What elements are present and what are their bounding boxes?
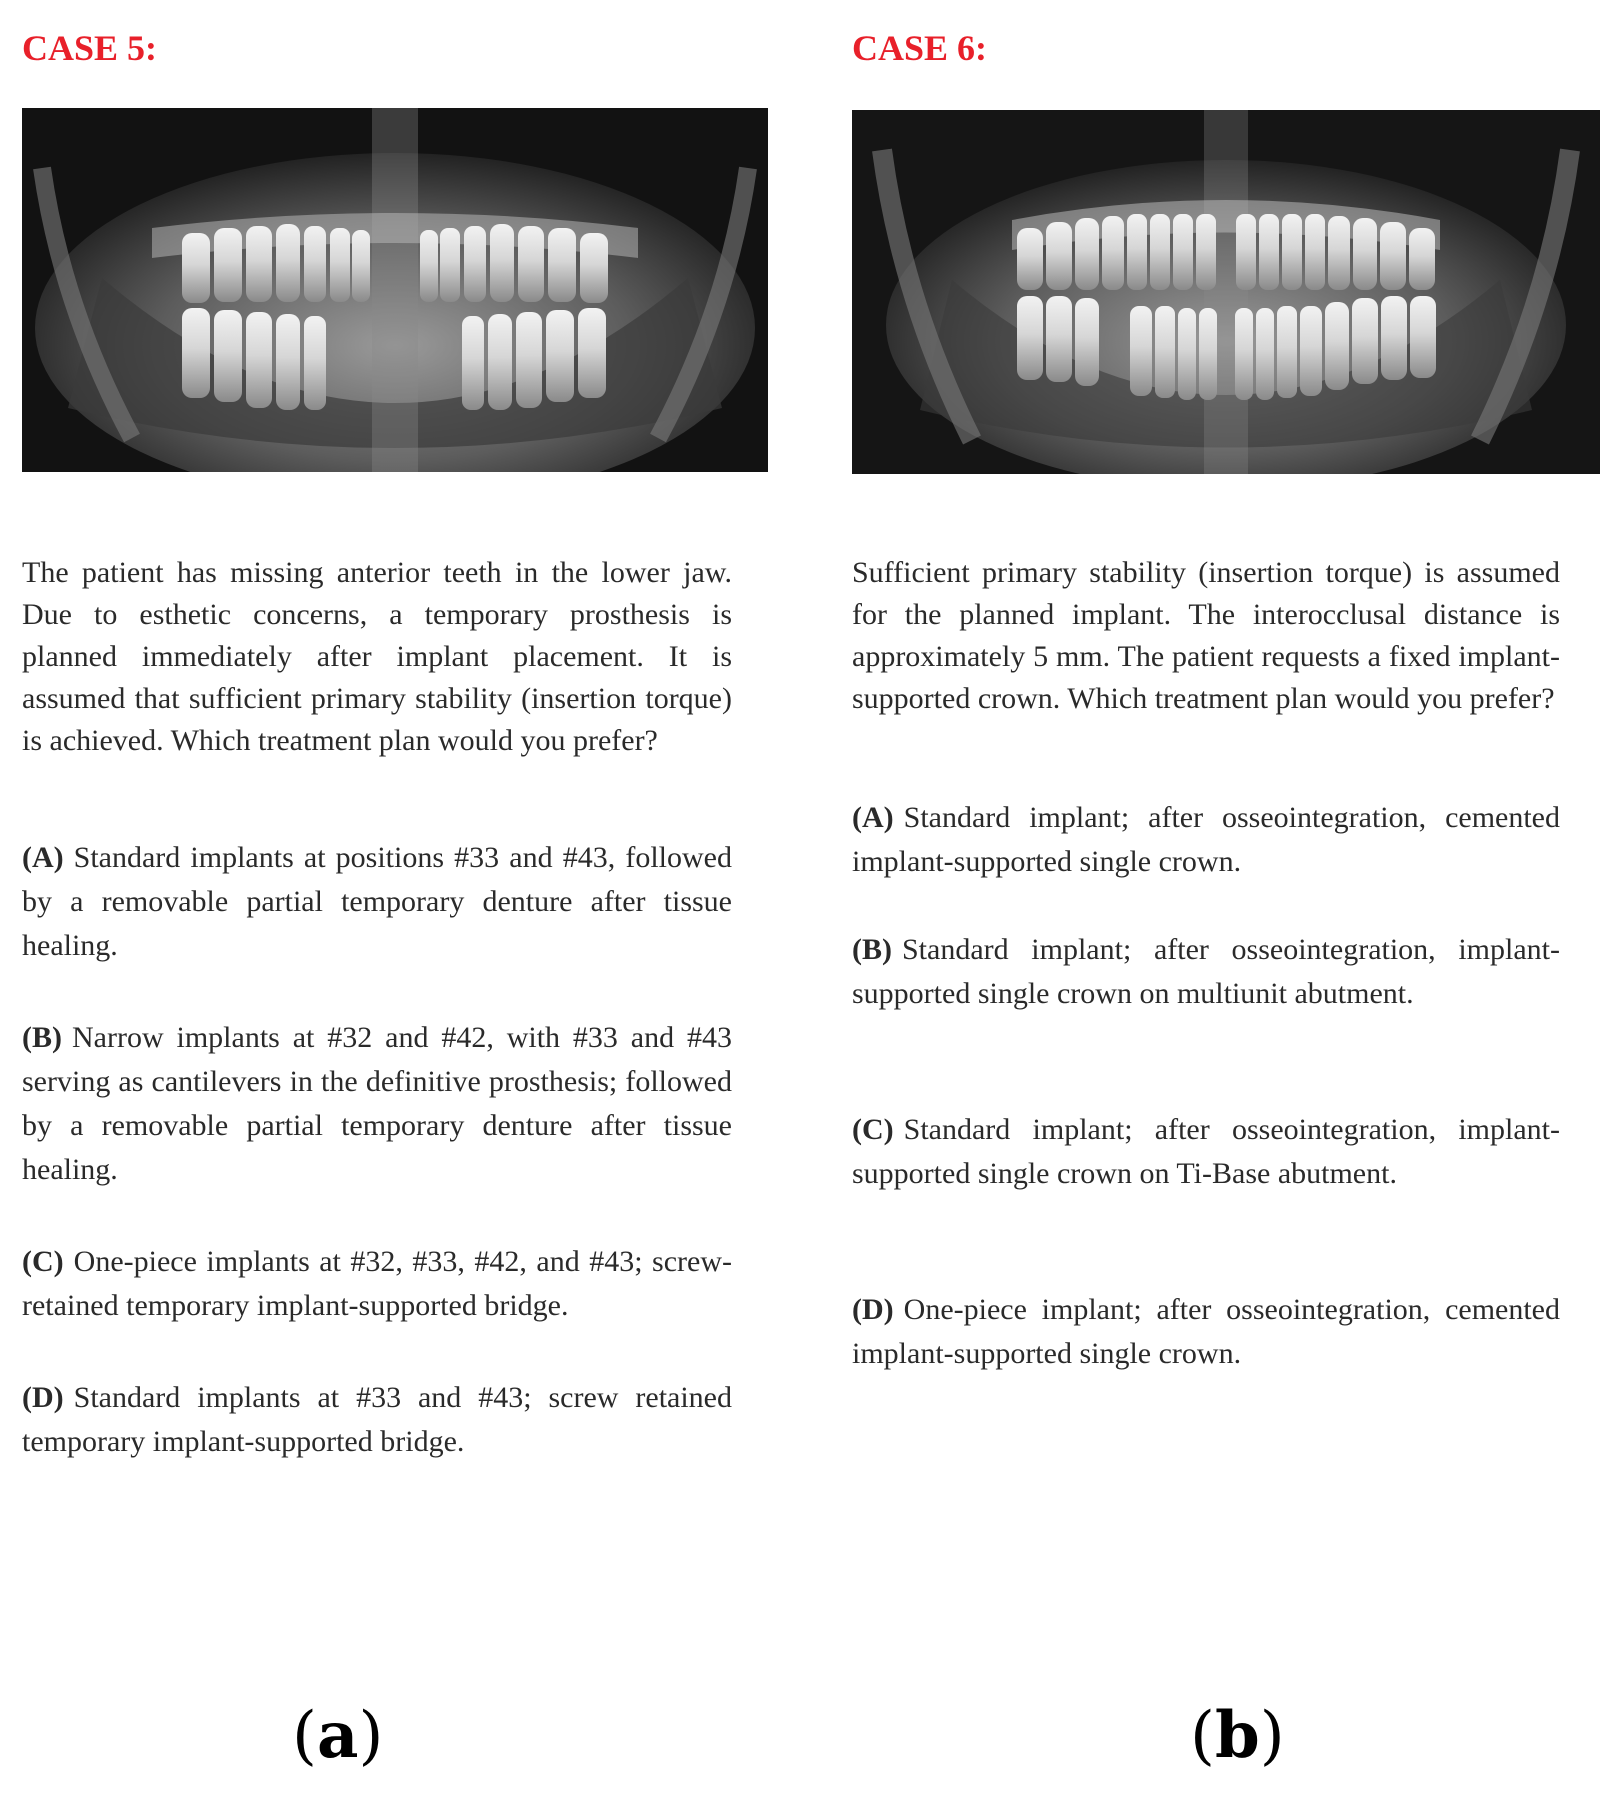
option-text: Standard implant; after osseointegration, implant-supported single crown on multiunit abutment. xyxy=(852,933,1560,1010)
option-text: Narrow implants at #32 and #42, with #33 and #43 serving as cantilevers in the definitive prosthesis; followed by a removable partial temporary denture after tissue healing. xyxy=(22,1021,732,1186)
option-letter: (D) xyxy=(22,1381,64,1414)
panoramic-xray-image xyxy=(22,108,768,472)
option-letter: (C) xyxy=(852,1113,894,1146)
option-text: Standard implants at positions #33 and #43, followed by a removable partial temporary denture after tissue healing. xyxy=(22,841,732,962)
option-a xyxy=(22,836,732,968)
panel-label-b: (b) xyxy=(1190,1698,1285,1773)
option-d xyxy=(22,1376,732,1464)
option-text: One-piece implant; after osseointegration, cemented implant-supported single crown. xyxy=(852,1293,1560,1370)
panoramic-xray-image xyxy=(852,110,1600,474)
panel-label-letter: b xyxy=(1214,1698,1260,1773)
option-letter: (B) xyxy=(852,933,892,966)
option-letter: (A) xyxy=(852,801,894,834)
option-b xyxy=(22,1016,732,1192)
option-letter: (A) xyxy=(22,841,64,874)
option-text: Standard implant; after osseointegration, implant-supported single crown on Ti-Base abutment. xyxy=(852,1113,1560,1190)
case-title: CASE 6: xyxy=(852,28,988,68)
option-text: Standard implant; after osseointegration, cemented implant-supported single crown. xyxy=(852,801,1560,878)
option-b xyxy=(852,928,1560,1016)
case-title: CASE 5: xyxy=(22,28,158,68)
option-a xyxy=(852,796,1560,884)
option-c xyxy=(22,1240,732,1328)
option-d xyxy=(852,1288,1560,1376)
option-c xyxy=(852,1108,1560,1196)
case-description: Sufficient primary stability (insertion torque) is assumed for the planned implant. The interocclusal distance is approximately 5 mm. The patient requests a fixed implant-supported crown. Which treatment plan would you prefer? xyxy=(852,556,1560,715)
option-text: Standard implants at #33 and #43; screw retained temporary implant-supported bridge. xyxy=(22,1381,732,1458)
option-letter: (B) xyxy=(22,1021,62,1054)
option-letter: (D) xyxy=(852,1293,894,1326)
panel-label-a: (a) xyxy=(292,1698,384,1773)
panel-label-letter: a xyxy=(316,1698,359,1773)
option-text: One-piece implants at #32, #33, #42, and #43; screw-retained temporary implant-supported bridge. xyxy=(22,1245,732,1322)
option-letter: (C) xyxy=(22,1245,64,1278)
case-description: The patient has missing anterior teeth in the lower jaw. Due to esthetic concerns, a temporary prosthesis is planned immediately after implant placement. It is assumed that sufficient primary stability (insertion torque) is achieved. Which treatment plan would you prefer? xyxy=(22,556,732,757)
